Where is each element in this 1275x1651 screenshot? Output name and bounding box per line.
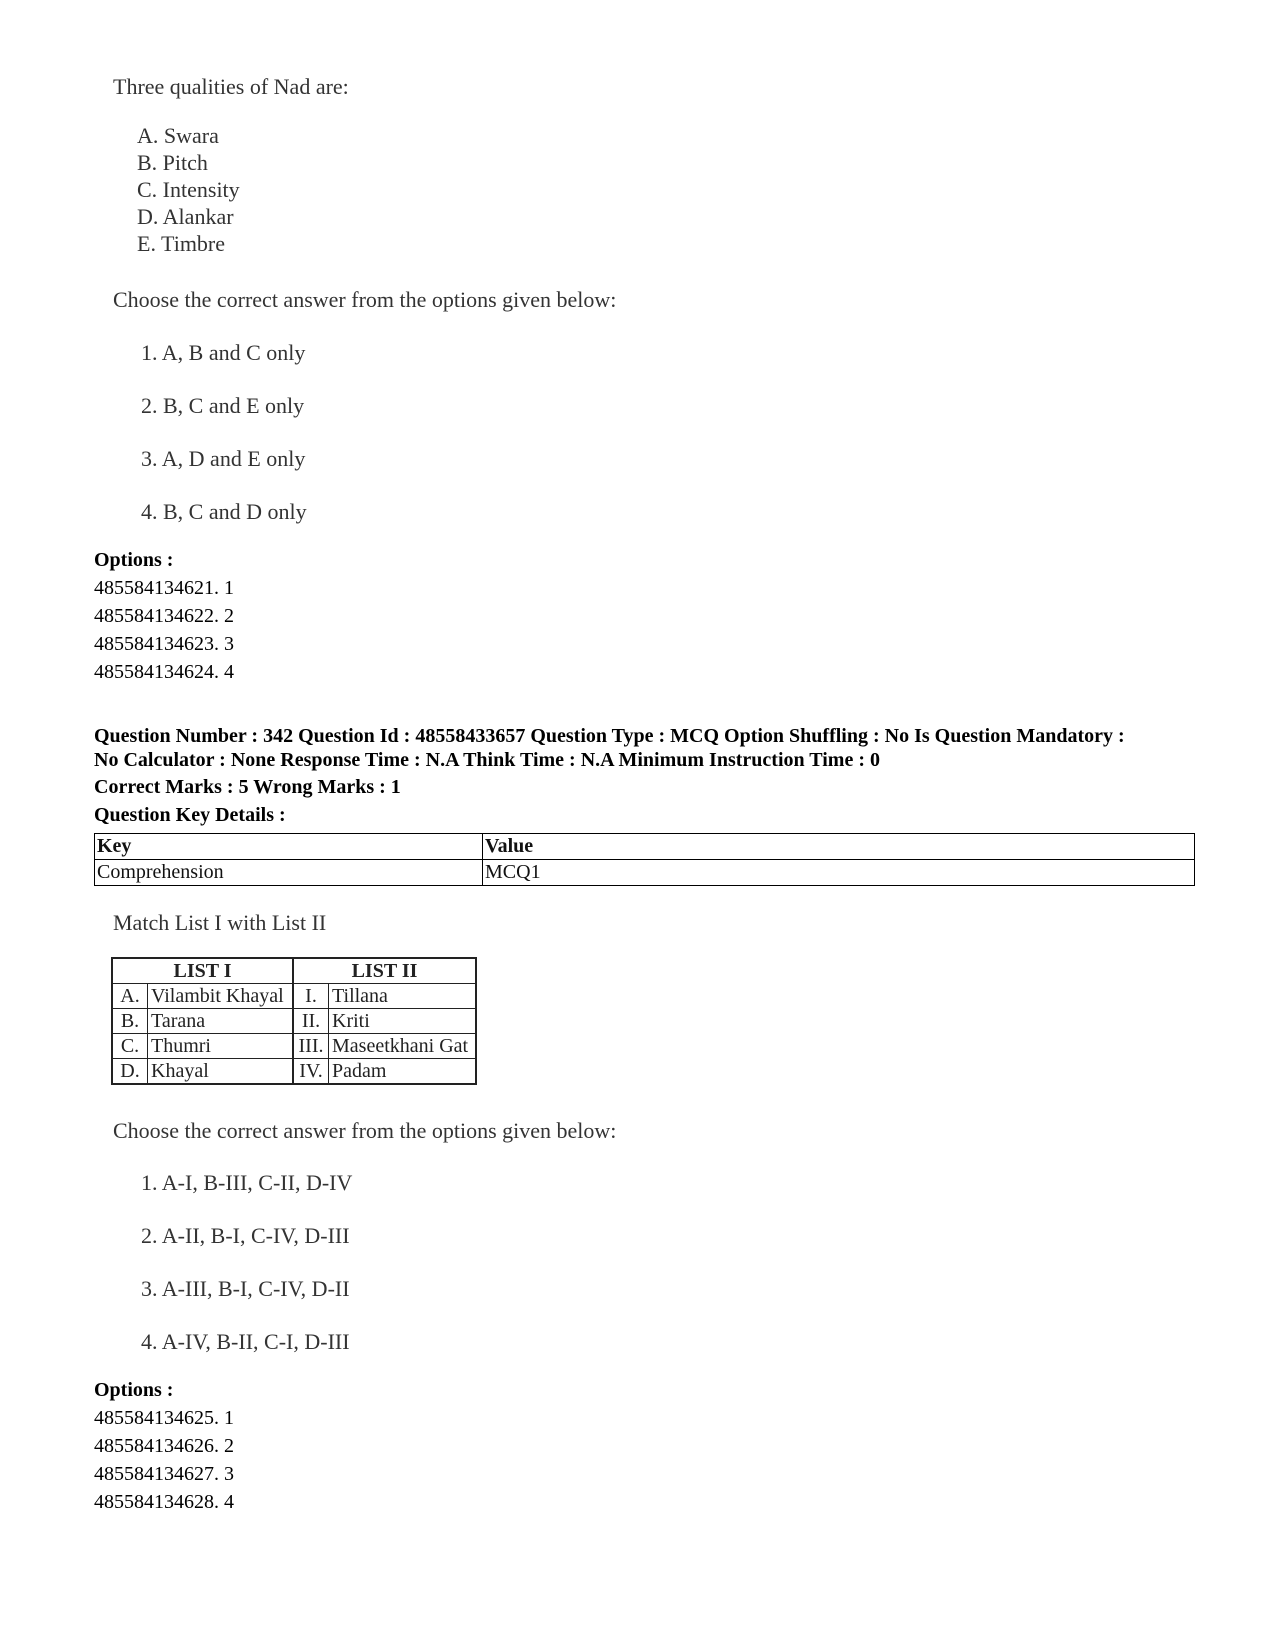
- table-row: [95, 860, 1195, 886]
- table-cell-key: Comprehension: [95, 860, 483, 886]
- question-intro: Match List I with List II: [113, 910, 327, 935]
- marks-line: Correct Marks : 5 Wrong Marks : 1: [94, 776, 401, 798]
- answer-choice: 3. A, D and E only: [141, 446, 306, 471]
- table-row: [112, 1034, 476, 1059]
- list-2-label: IV.: [293, 1059, 329, 1085]
- statement-item: A. Swara: [137, 123, 219, 148]
- question-intro: Three qualities of Nad are:: [113, 74, 349, 99]
- list-1-label: A.: [112, 984, 148, 1009]
- answer-choice: 4. B, C and D only: [141, 499, 307, 524]
- key-details-table: [94, 833, 1195, 886]
- answer-choice: 1. A-I, B-III, C-II, D-IV: [141, 1170, 353, 1195]
- statement-item: E. Timbre: [137, 231, 226, 256]
- answer-choice: 3. A-III, B-I, C-IV, D-II: [141, 1276, 350, 1301]
- question-meta-line-1: Question Number : 342 Question Id : 48558433657 Question Type : MCQ Option Shuffling : No Is Question Mandatory :: [94, 725, 1125, 747]
- statement-item: B. Pitch: [137, 150, 208, 175]
- table-header-key: Key: [95, 834, 483, 860]
- match-list-table: [111, 957, 477, 1085]
- list-1-label: C.: [112, 1034, 148, 1059]
- option-id: 485584134628. 4: [94, 1491, 234, 1513]
- list-1-item: Vilambit Khayal: [148, 984, 294, 1009]
- list-table-header: [112, 958, 476, 984]
- list-2-label: I.: [293, 984, 329, 1009]
- answer-choice: 1. A, B and C only: [141, 340, 306, 365]
- table-row: [112, 1009, 476, 1034]
- answer-choice: 4. A-IV, B-II, C-I, D-III: [141, 1329, 350, 1354]
- list-2-item: Padam: [329, 1059, 477, 1085]
- key-details-label: Question Key Details :: [94, 804, 286, 826]
- option-id: 485584134624. 4: [94, 661, 234, 683]
- option-id: 485584134623. 3: [94, 633, 234, 655]
- options-label: Options :: [94, 1379, 174, 1401]
- table-row: [112, 984, 476, 1009]
- option-id: 485584134622. 2: [94, 605, 234, 627]
- list-2-item: Kriti: [329, 1009, 477, 1034]
- list-2-item: Maseetkhani Gat: [329, 1034, 477, 1059]
- option-id: 485584134626. 2: [94, 1435, 234, 1457]
- list-1-item: Tarana: [148, 1009, 294, 1034]
- answer-choice: 2. B, C and E only: [141, 393, 305, 418]
- option-id: 485584134625. 1: [94, 1407, 234, 1429]
- list-2-label: III.: [293, 1034, 329, 1059]
- choose-instruction: Choose the correct answer from the options given below:: [113, 1118, 617, 1143]
- table-header-row: [95, 834, 1195, 860]
- statement-item: C. Intensity: [137, 177, 240, 202]
- list-2-item: Tillana: [329, 984, 477, 1009]
- list-2-header: LIST II: [293, 958, 476, 984]
- option-id: 485584134621. 1: [94, 577, 234, 599]
- list-1-header: LIST I: [112, 958, 293, 984]
- answer-choice: 2. A-II, B-I, C-IV, D-III: [141, 1223, 350, 1248]
- statement-item: D. Alankar: [137, 204, 234, 229]
- options-label: Options :: [94, 549, 174, 571]
- table-header-value: Value: [483, 834, 1195, 860]
- list-1-item: Thumri: [148, 1034, 294, 1059]
- option-id: 485584134627. 3: [94, 1463, 234, 1485]
- list-1-label: D.: [112, 1059, 148, 1085]
- list-1-label: B.: [112, 1009, 148, 1034]
- table-row: [112, 1059, 476, 1085]
- choose-instruction: Choose the correct answer from the options given below:: [113, 287, 617, 312]
- list-1-item: Khayal: [148, 1059, 294, 1085]
- question-meta-line-2: No Calculator : None Response Time : N.A Think Time : N.A Minimum Instruction Time : 0: [94, 749, 880, 771]
- table-cell-value: MCQ1: [483, 860, 1195, 886]
- list-2-label: II.: [293, 1009, 329, 1034]
